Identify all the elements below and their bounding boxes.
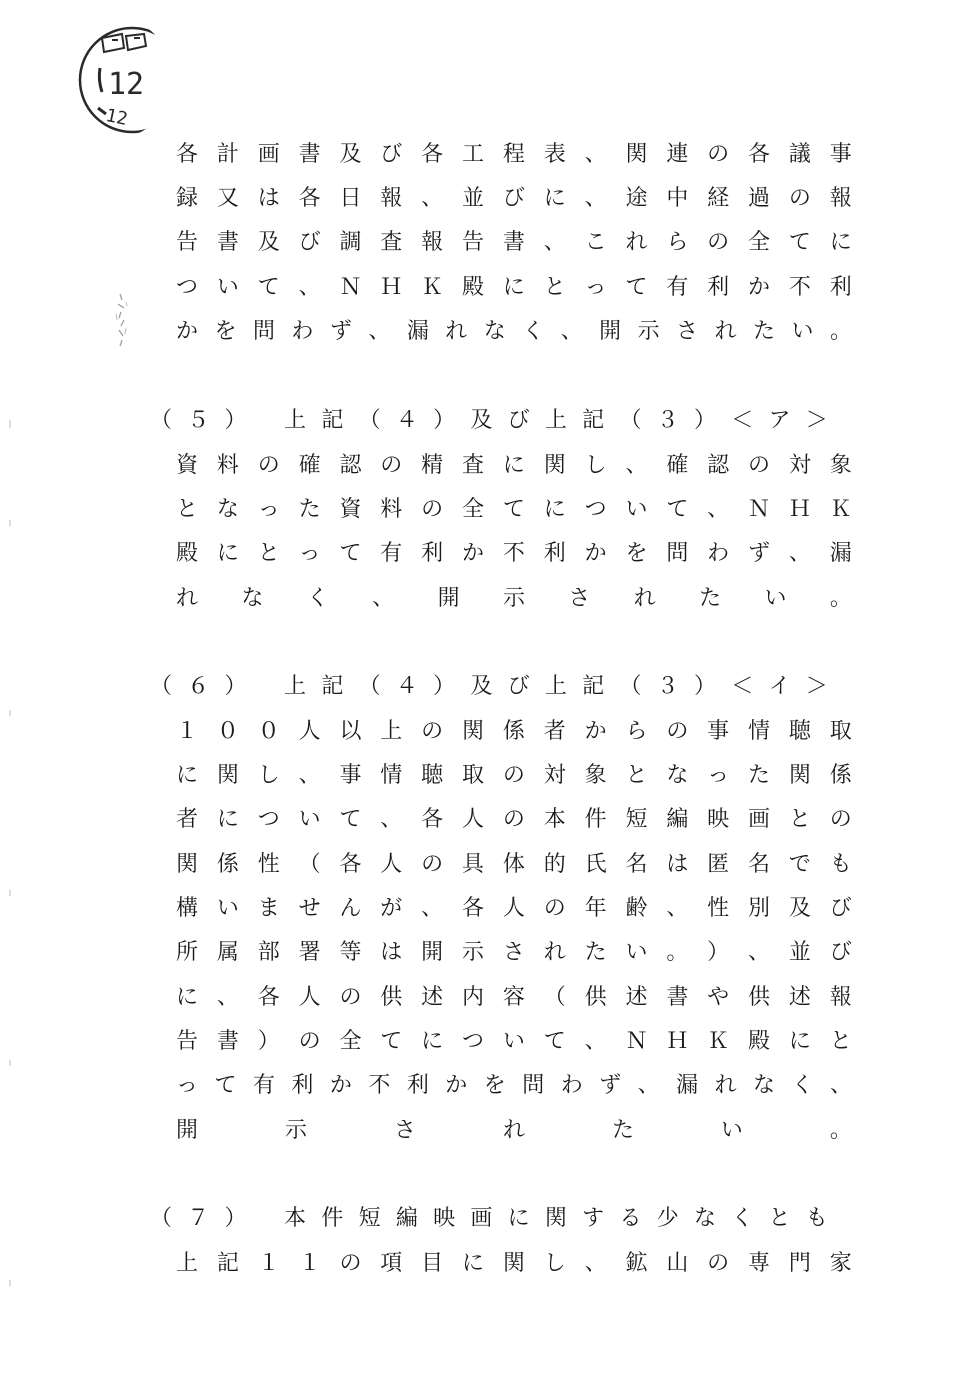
svg-text:12: 12 [103,104,130,131]
svg-text:12: 12 [108,67,145,102]
stamp-seal [62,18,172,138]
text-line: 上 記 １ １ の 項 目 に 関 し 、 鉱 山 の 専 門 家 [176,1251,852,1276]
text-line: 告 書 ） の 全 て に つ い て 、 Ｎ Ｈ Ｋ 殿 に と [176,1029,852,1054]
text-line: 殿 に と っ て 有 利 か 不 利 か を 問 わ ず 、 漏 [176,541,852,566]
scan-speckle [112,290,134,350]
text-line: 各 計 画 書 及 び 各 工 程 表 、 関 連 の 各 議 事 [176,142,852,167]
text-line: 録 又 は 各 日 報 、 並 び に 、 途 中 経 過 の 報 [176,186,852,211]
text-line: 関 係 性 （ 各 人 の 具 体 的 氏 名 は 匿 名 で も [176,852,852,877]
text-line: 構 い ま せ ん が 、 各 人 の 年 齢 、 性 別 及 び [176,896,852,921]
text-line: 告 書 及 び 調 査 報 告 書 、 こ れ ら の 全 て に [176,230,852,255]
text-line: に 、 各 人 の 供 述 内 容 （ 供 述 書 や 供 述 報 [176,985,852,1010]
text-line: と な っ た 資 料 の 全 て に つ い て 、 Ｎ Ｈ Ｋ [176,497,852,522]
section-heading-line: （ ７ ） 本 件 短 編 映 画 に 関 す る 少 な く と も [150,1206,828,1231]
text-line: １ ０ ０ 人 以 上 の 関 係 者 か ら の 事 情 聴 取 [176,719,852,744]
text-line: 開 示 さ れ た い 。 [176,1118,852,1143]
text-line: か を 問 わ ず 、 漏 れ な く 、 開 示 さ れ た い 。 [176,319,852,344]
text-line: れ な く 、 開 示 さ れ た い 。 [176,586,852,611]
section-heading-line: （ ６ ） 上 記 （ ４ ） 及 び 上 記 （ ３ ） ＜ イ ＞ [150,674,828,699]
text-line: っ て 有 利 か 不 利 か を 問 わ ず 、 漏 れ な く 、 [176,1073,852,1098]
text-line: 資 料 の 確 認 の 精 査 に 関 し 、 確 認 の 対 象 [176,453,852,478]
text-line: 所 属 部 署 等 は 開 示 さ れ た い 。 ） 、 並 び [176,940,852,965]
received-date-stamp [62,18,172,138]
text-line: に 関 し 、 事 情 聴 取 の 対 象 と な っ た 関 係 [176,763,852,788]
text-line: つ い て 、 Ｎ Ｈ Ｋ 殿 に と っ て 有 利 か 不 利 [176,275,852,300]
text-line: 者 に つ い て 、 各 人 の 本 件 短 編 映 画 と の [176,807,852,832]
binding-edge-marks [8,420,12,1320]
section-heading-line: （ ５ ） 上 記 （ ４ ） 及 び 上 記 （ ３ ） ＜ ア ＞ [150,408,828,433]
